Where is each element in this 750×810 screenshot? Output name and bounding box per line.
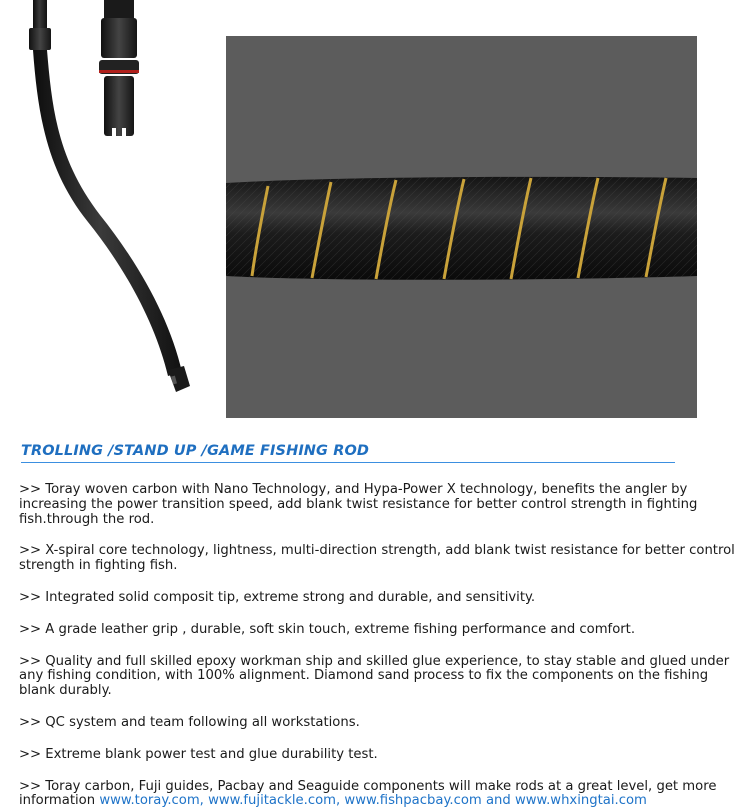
and-text: and <box>485 793 511 809</box>
feature-item: >> Extreme blank power test and glue durability test. <box>19 746 378 762</box>
feature-text: >> Toray carbon, Fuji guides, Pacbay and Seaguide components will make rods at a great level, get more information <box>19 778 717 809</box>
product-description <box>19 442 739 810</box>
feature-item-links <box>19 780 739 810</box>
whxingtai-link[interactable]: www.whxingtai.com <box>514 793 647 809</box>
feature-list <box>19 483 739 809</box>
toray-link[interactable]: www.toray.com, <box>99 793 204 809</box>
feature-item: >> Integrated solid composit tip, extreme strong and durable, and sensitivity. <box>19 589 536 605</box>
feature-item: >> QC system and team following all workstations. <box>19 714 360 730</box>
feature-item: >> Quality and full skilled epoxy workman ship and skilled glue experience, to stay stable and glued under any fishing condition, with 100% alignment. Diamond sand process to fix the components on the fishing blank durably. <box>19 653 730 699</box>
feature-item: >> X-spiral core technology, lightness, multi-direction strength, add blank twist resistance for better control strength in fighting fish. <box>19 543 735 574</box>
carbon-blank-photo <box>226 36 697 418</box>
feature-item: >> A grade leather grip , durable, soft skin touch, extreme fishing performance and comfort. <box>19 621 636 637</box>
feature-item: >> Toray woven carbon with Nano Technology, and Hypa-Power X technology, benefits the angler by increasing the power transition speed, add blank twist resistance for better control strength in fighting fish.through the rod. <box>19 482 698 527</box>
gold-spiral-wrap-image <box>226 36 697 418</box>
fujitackle-link[interactable]: www.fujitackle.com, <box>208 793 341 809</box>
section-heading: TROLLING /STAND UP /GAME FISHING ROD <box>21 442 675 463</box>
fishpacbay-link[interactable]: www.fishpacbay.com <box>344 793 482 809</box>
rod-butt-photo <box>0 0 215 400</box>
